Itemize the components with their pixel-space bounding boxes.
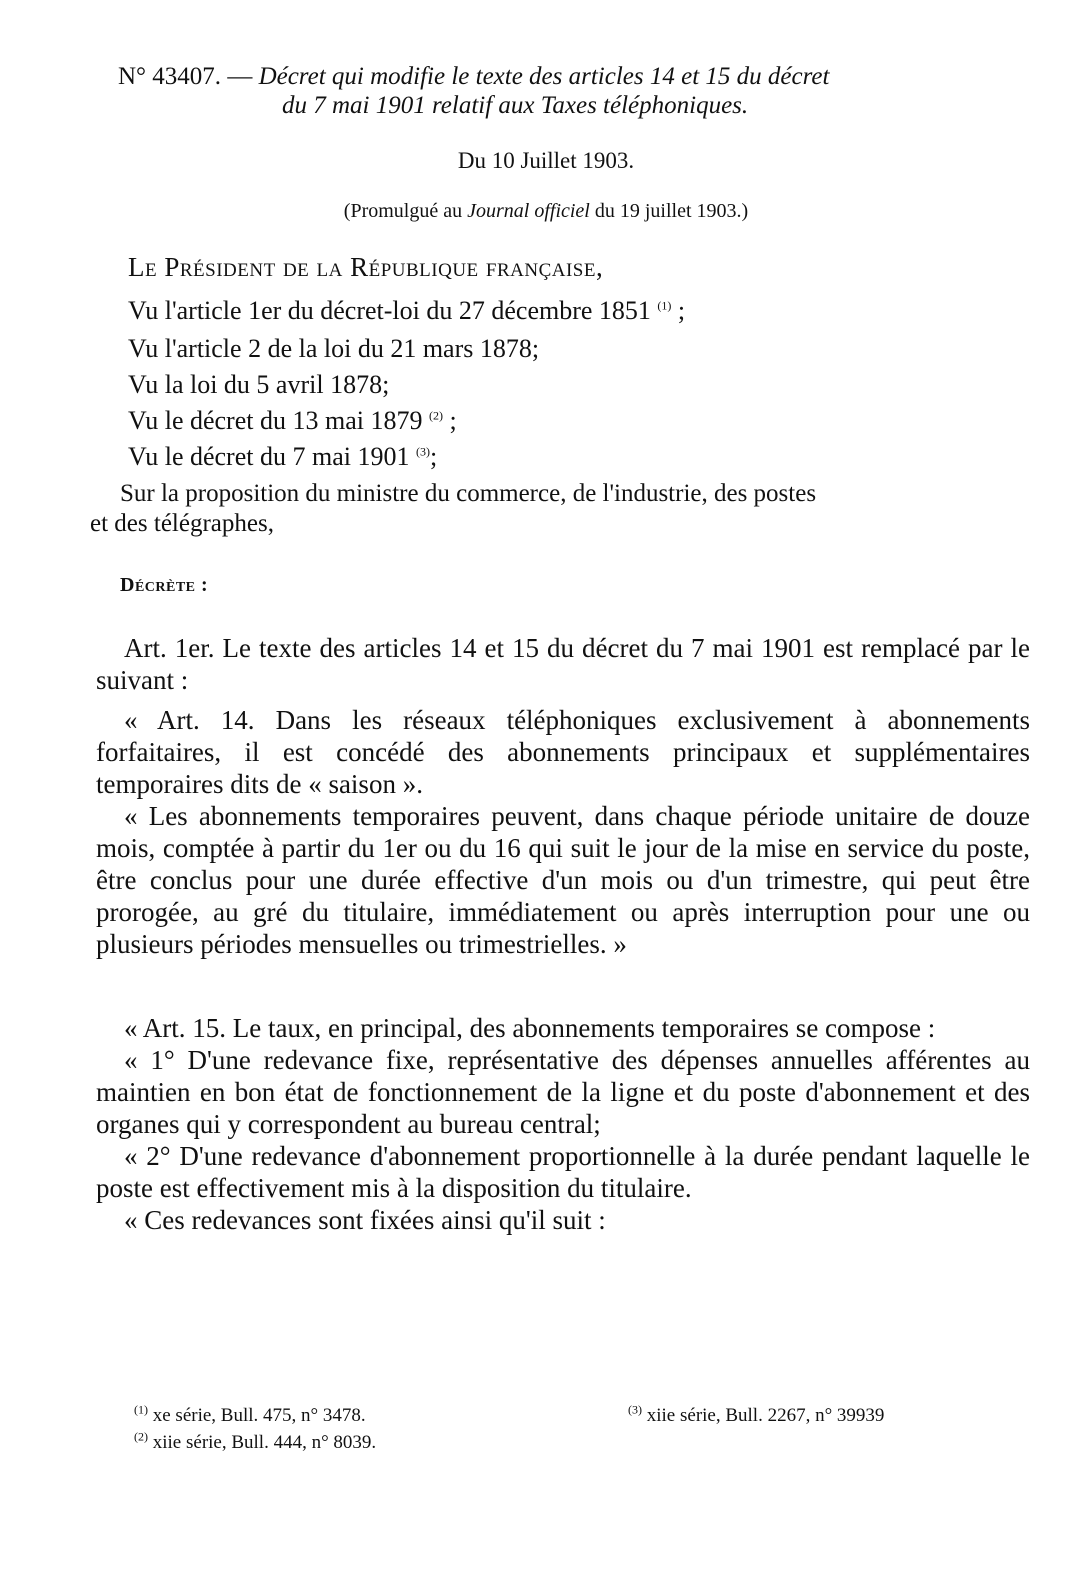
vu-text: Vu l'article 2 de la loi du 21 mars 1878; — [128, 334, 540, 363]
vu-line — [128, 370, 389, 400]
footnote-text: xiie série, Bull. 2267, n° 39939 — [646, 1405, 885, 1426]
journal-name: Journal officiel — [467, 200, 590, 222]
decree-number: N° 43407. — [118, 63, 222, 90]
vu-footnote-ref: (2) — [428, 408, 443, 423]
vu-text: Vu le décret du 7 mai 1901 — [128, 442, 410, 471]
vu-end: ; — [429, 442, 438, 471]
body-paragraph: « Ces redevances sont fixées ainsi qu'il suit : — [124, 1205, 606, 1235]
decree-date: Du 10 Juillet 1903. — [457, 148, 635, 173]
footnote — [628, 1402, 885, 1427]
vu-line — [128, 442, 437, 472]
promulgation-prefix: (Promulgué au — [343, 200, 468, 222]
vu-text: Vu la loi du 5 avril 1878; — [128, 370, 390, 399]
footnote — [134, 1402, 366, 1427]
footnote — [134, 1429, 377, 1454]
footnote-text: xiie série, Bull. 444, n° 8039. — [152, 1432, 377, 1453]
footnote-ref: (3) — [628, 1402, 642, 1417]
decree-header — [118, 62, 1038, 120]
vu-footnote-ref: (1) — [657, 298, 672, 313]
body-paragraph: « 2° D'une redevance d'abonnement proportionnelle à la durée pendant laquelle le poste est effectivement mis à la disposition du titulaire. — [96, 1141, 1030, 1203]
article-1 — [96, 632, 1030, 696]
vu-text: Vu l'article 1er du décret-loi du 27 décembre 1851 — [128, 296, 651, 325]
footnote-ref: (2) — [134, 1429, 148, 1444]
decree-title-line2: du 7 mai 1901 relatif aux Taxes téléphoniques. — [282, 92, 749, 119]
proposition-line1: Sur la proposition du ministre du commerce, de l'industrie, des postes — [120, 480, 817, 507]
body-paragraph: Art. 1er. Le texte des articles 14 et 15 du décret du 7 mai 1901 est remplacé par le suivant : — [96, 633, 1030, 695]
vu-line — [128, 406, 457, 436]
vu-end: ; — [671, 296, 686, 325]
article-14-block — [96, 704, 1030, 960]
vu-text: Vu le décret du 13 mai 1879 — [128, 406, 423, 435]
body-paragraph: « 1° D'une redevance fixe, représentative des dépenses annuelles afférentes au maintien en bon état de fonctionnement de la ligne et du poste d'abonnement et des organes qui y correspondent au bureau central; — [96, 1045, 1030, 1139]
article-15-block — [96, 1012, 1030, 1236]
body-paragraph: « Les abonnements temporaires peuvent, dans chaque période unitaire de douze mois, comptée à partir du 1er ou du 16 qui suit le jour de la mise en service du poste, être conclus pour une durée effective d'un mois ou d'un trimestre, qui peut être prorogée, au gré du titulaire, immédiatement ou après interruption pour une ou plusieurs périodes mensuelles ou trimestrielles. » — [96, 801, 1030, 959]
decrete-heading: Décrète : — [120, 574, 209, 596]
proposition-clause — [90, 479, 1030, 539]
vu-end: ; — [442, 406, 457, 435]
promulgation-suffix: du 19 juillet 1903.) — [589, 200, 749, 222]
footnote-ref: (1) — [134, 1402, 148, 1417]
vu-line — [128, 334, 539, 364]
body-paragraph: « Art. 14. Dans les réseaux téléphoniques exclusivement à abonnements forfaitaires, il est concédé des abonnements principaux et supplémentaires temporaires dits de « saison ». — [96, 705, 1030, 799]
decree-title-line1: Décret qui modifie le texte des articles 14 et 15 du décret — [258, 63, 830, 90]
header-dash: — — [221, 63, 259, 90]
body-paragraph: « Art. 15. Le taux, en principal, des abonnements temporaires se compose : — [124, 1013, 936, 1043]
promulgation-note — [0, 200, 1092, 223]
proposition-line2: et des télégraphes, — [90, 510, 274, 537]
vu-line — [128, 296, 685, 326]
footnote-text: xe série, Bull. 475, n° 3478. — [152, 1405, 366, 1426]
president-heading: Le Président de la République française, — [128, 252, 604, 282]
vu-footnote-ref: (3) — [415, 444, 430, 459]
